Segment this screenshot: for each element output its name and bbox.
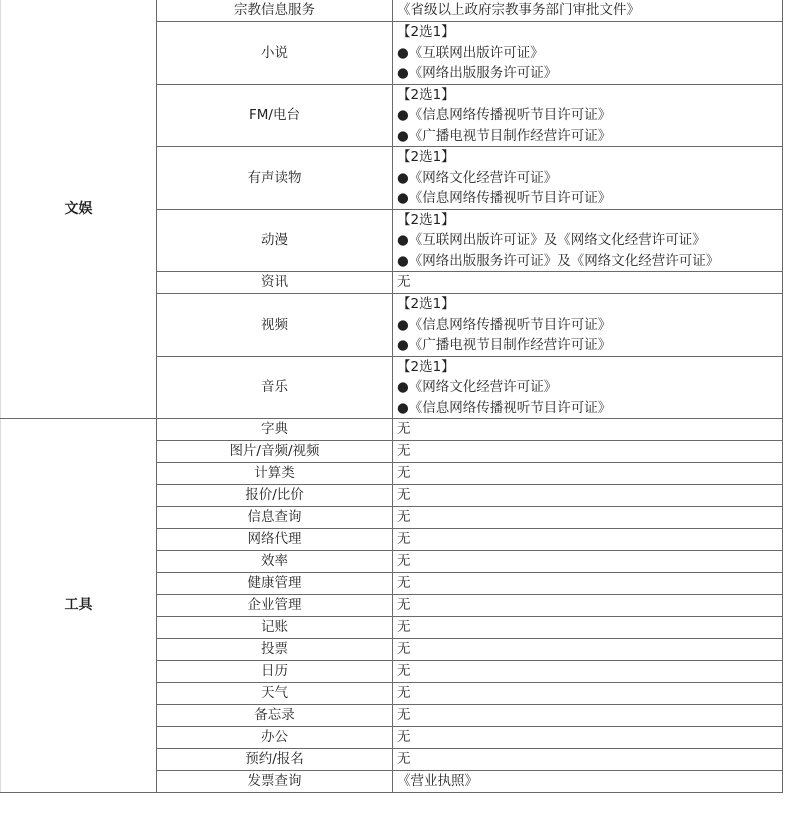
requirement-line: 无 (397, 274, 411, 291)
requirement-line: ●《信息网络传播视听节目许可证》 (397, 107, 612, 123)
requirement-line: ●《信息网络传播视听节目许可证》 (397, 190, 612, 206)
subcategory-cell: 资讯 (157, 272, 393, 294)
requirement-line: ●《网络文化经营许可证》 (397, 379, 558, 395)
subcategory-cell: 效率 (157, 551, 393, 573)
requirement-line: ●《互联网出版许可证》及《网络文化经营许可证》 (397, 232, 706, 248)
subcategory-cell: 健康管理 (157, 573, 393, 595)
requirement-cell (393, 84, 783, 147)
requirement-cell (393, 22, 783, 85)
requirement-line: 无 (397, 509, 411, 526)
requirement-cell (393, 294, 783, 357)
requirement-cell (393, 147, 783, 210)
requirement-line: 无 (397, 597, 411, 614)
requirement-cell (393, 272, 783, 294)
requirement-line: 无 (397, 685, 411, 702)
requirement-cell (393, 705, 783, 727)
requirement-cell (393, 209, 783, 272)
table-row (1, 419, 783, 441)
requirement-line: 无 (397, 641, 411, 658)
requirement-line: 【2选1】 (397, 296, 455, 312)
requirement-line: 【2选1】 (397, 211, 455, 228)
subcategory-cell: 信息查询 (157, 507, 393, 529)
requirement-line: 无 (397, 465, 411, 482)
requirement-line: 无 (397, 531, 411, 548)
category-cell: 文娱 (1, 0, 157, 419)
requirement-line: 《营业执照》 (397, 773, 478, 790)
requirement-cell (393, 441, 783, 463)
subcategory-cell: 日历 (157, 661, 393, 683)
requirement-line: 【2选1】 (397, 86, 455, 103)
subcategory-cell: 音乐 (157, 356, 393, 419)
requirement-line: 无 (397, 619, 411, 636)
requirement-cell (393, 485, 783, 507)
requirement-cell (393, 595, 783, 617)
requirement-line: ●《网络出版服务许可证》 (397, 65, 558, 81)
requirement-line: ●《网络出版服务许可证》及《网络文化经营许可证》 (397, 252, 720, 269)
subcategory-cell: 发票查询 (157, 771, 393, 793)
requirement-cell (393, 507, 783, 529)
subcategory-cell: 天气 (157, 683, 393, 705)
requirement-line: 【2选1】 (397, 358, 455, 375)
subcategory-cell: 小说 (157, 22, 393, 85)
subcategory-cell: 预约/报名 (157, 749, 393, 771)
requirement-cell (393, 419, 783, 441)
requirement-line: 无 (397, 663, 411, 680)
subcategory-cell: 投票 (157, 639, 393, 661)
subcategory-cell: 有声读物 (157, 147, 393, 210)
requirement-line: 《省级以上政府宗教事务部门审批文件》 (397, 2, 640, 19)
subcategory-cell: 字典 (157, 419, 393, 441)
subcategory-cell: 网络代理 (157, 529, 393, 551)
requirement-line: 无 (397, 487, 411, 504)
requirement-cell (393, 463, 783, 485)
table-row (1, 0, 783, 22)
subcategory-cell: 报价/比价 (157, 485, 393, 507)
requirement-cell (393, 771, 783, 793)
requirement-line: 无 (397, 751, 411, 768)
requirement-cell (393, 573, 783, 595)
requirement-cell (393, 639, 783, 661)
requirement-cell (393, 0, 783, 22)
subcategory-cell: 备忘录 (157, 705, 393, 727)
requirement-line: ●《互联网出版许可证》 (397, 44, 544, 61)
subcategory-cell: 计算类 (157, 463, 393, 485)
requirement-cell (393, 749, 783, 771)
subcategory-cell: 动漫 (157, 209, 393, 272)
subcategory-cell: 图片/音频/视频 (157, 441, 393, 463)
requirement-line: 【2选1】 (397, 24, 455, 40)
requirement-cell (393, 727, 783, 749)
qualification-table-body (1, 0, 783, 793)
requirement-line: ●《广播电视节目制作经营许可证》 (397, 127, 612, 144)
subcategory-cell: 记账 (157, 617, 393, 639)
requirement-line: 无 (397, 443, 411, 460)
requirement-cell (393, 661, 783, 683)
requirement-cell (393, 551, 783, 573)
subcategory-cell: 视频 (157, 294, 393, 357)
requirement-line: 无 (397, 707, 411, 724)
subcategory-cell: FM/电台 (157, 84, 393, 147)
subcategory-cell: 办公 (157, 727, 393, 749)
category-cell: 工具 (1, 419, 157, 793)
requirement-line: 无 (397, 729, 411, 746)
requirement-cell (393, 529, 783, 551)
requirement-cell (393, 617, 783, 639)
requirement-line: ●《广播电视节目制作经营许可证》 (397, 337, 612, 353)
requirement-line: ●《网络文化经营许可证》 (397, 169, 558, 186)
subcategory-cell: 企业管理 (157, 595, 393, 617)
requirement-cell (393, 356, 783, 419)
requirement-line: 无 (397, 553, 411, 570)
requirement-line: ●《信息网络传播视听节目许可证》 (397, 399, 612, 416)
requirement-cell (393, 683, 783, 705)
requirement-line: 无 (397, 575, 411, 592)
subcategory-cell: 宗教信息服务 (157, 0, 393, 22)
requirement-line: 【2选1】 (397, 149, 455, 165)
requirement-line: ●《信息网络传播视听节目许可证》 (397, 316, 612, 333)
requirement-line: 无 (397, 421, 411, 438)
